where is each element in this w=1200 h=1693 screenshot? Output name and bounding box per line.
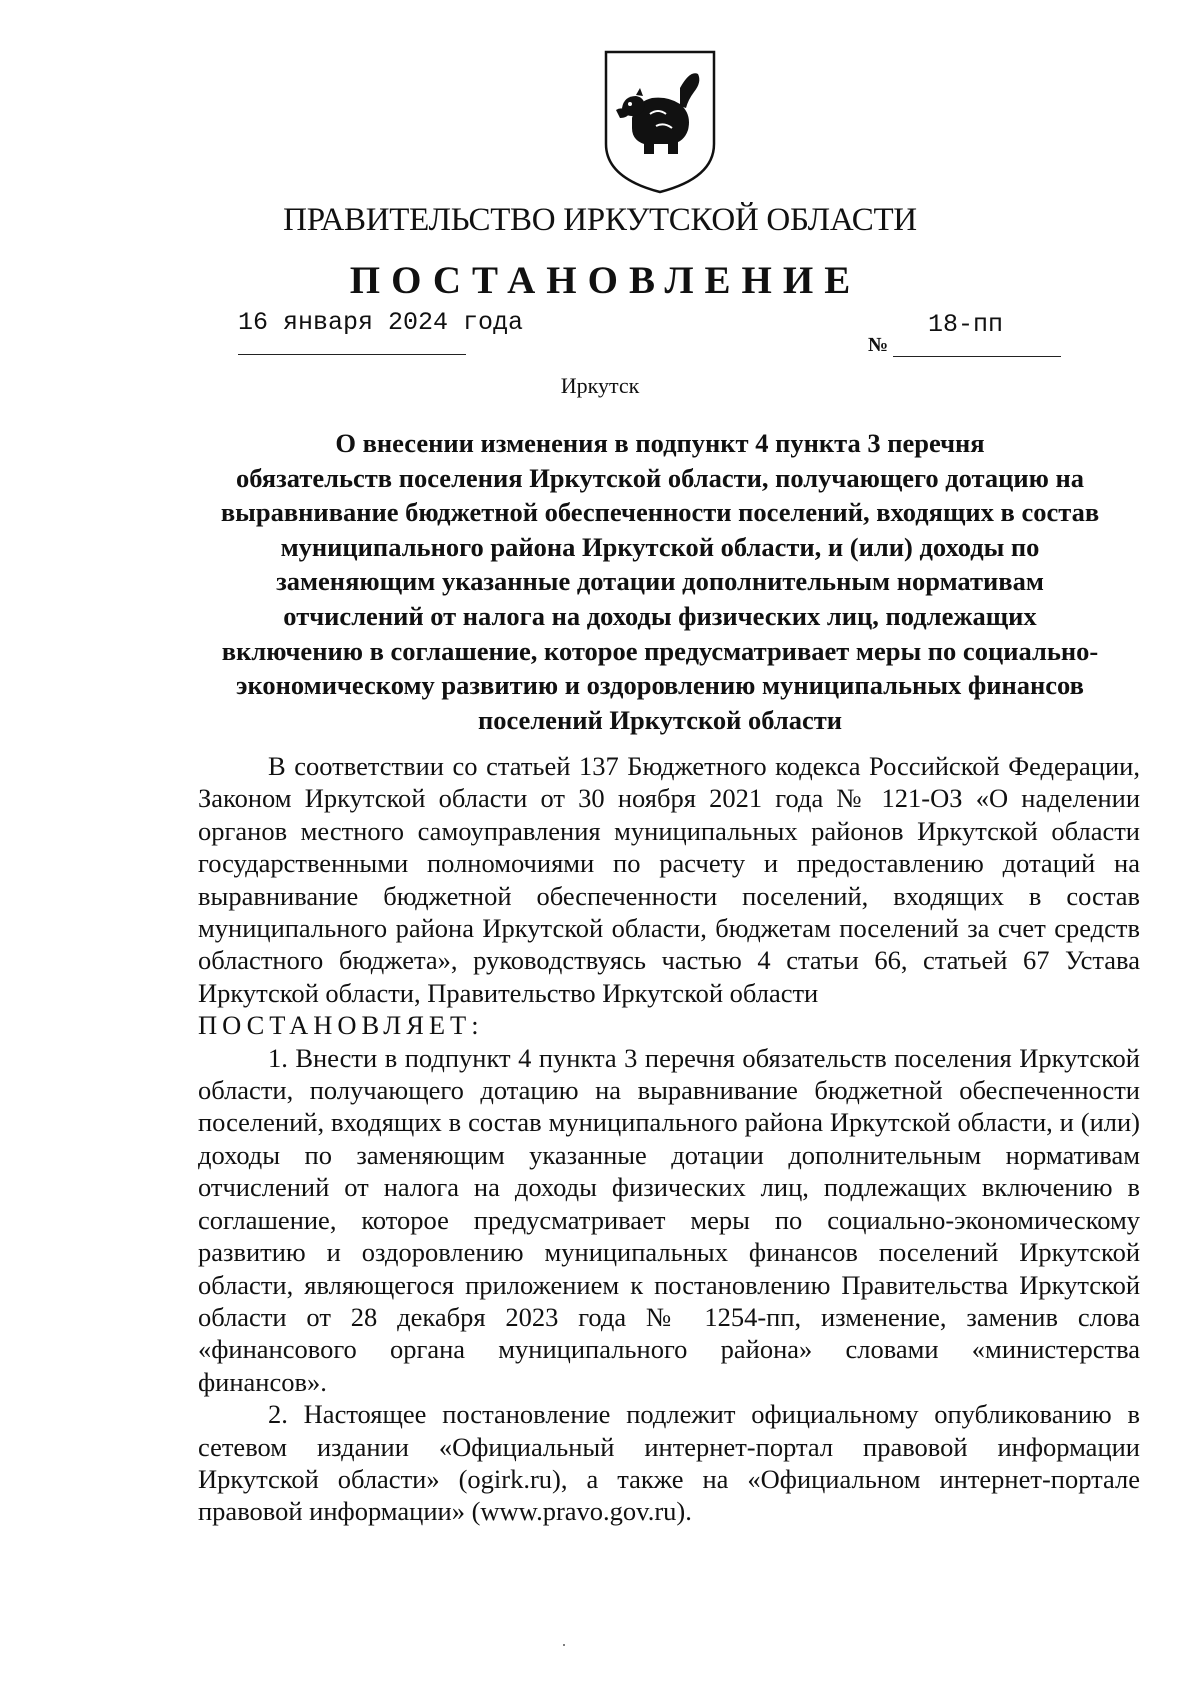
subject-line: заменяющим указанные дотации дополнительным нормативам — [276, 566, 1044, 597]
document-date: 16 января 2024 года — [238, 308, 524, 337]
document-subject — [185, 426, 1135, 737]
resolves-heading: ПОСТАНОВЛЯЕТ: — [198, 1010, 484, 1041]
scan-speck — [563, 1644, 565, 1646]
item-1-paragraph: 1. Внести в подпункт 4 пункта 3 перечня обязательств поселения Иркутской области, получающего дотацию на выравнивание бюджетной обеспеченности поселений, входящих в состав муниципального района Иркутской области, и (или) доходы по заменяющим указанные дотации дополнительным нормативам отчислений от налога на доходы физических лиц, подлежащих включению в соглашение, которое предусматривает меры по социально-экономическому развитию и оздоровлению муниципальных финансов поселений Иркутской области, являющегося приложением к постановлению Правительства Иркутской области от 28 декабря 2023 года № 1254-пп, изменение, заменив слова «финансового органа муниципального района» словами «министерства финансов». — [198, 1042, 1140, 1397]
government-title: ПРАВИТЕЛЬСТВО ИРКУТСКОЙ ОБЛАСТИ — [283, 202, 917, 238]
number-sign: № — [868, 334, 889, 356]
number-underline — [893, 356, 1061, 357]
city-name: Иркутск — [560, 373, 640, 398]
irkutsk-coat-of-arms-icon — [602, 48, 718, 196]
document-type-heading: ПОСТАНОВЛЕНИЕ — [349, 259, 862, 302]
subject-line: муниципального района Иркутской области, и (или) доходы по — [280, 531, 1040, 562]
subject-line: обязательств поселения Иркутской области, получающего дотацию на — [235, 462, 1085, 493]
subject-line: выравнивание бюджетной обеспеченности поселений, входящих в состав — [220, 497, 1100, 528]
subject-line: включению в соглашение, которое предусматривает меры по социально- — [221, 635, 1099, 666]
preamble-paragraph: В соответствии со статьей 137 Бюджетного кодекса Российской Федерации, Законом Иркутской области от 30 ноября 2021 года № 121-ОЗ «О наделении органов местного самоуправления муниципальных районов Иркутской области государственными полномочиями по расчету и предоставлению дотаций на выравнивание бюджетной обеспеченности поселений, входящих в состав муниципального района Иркутской области, бюджетам поселений за счет средств областного бюджета», руководствуясь частью 4 статьи 66, статьей 67 Устава Иркутской области, Правительство Иркутской области — [198, 751, 1140, 1008]
subject-line: отчислений от налога на доходы физических лиц, подлежащих — [283, 600, 1037, 631]
subject-line: О внесении изменения в подпункт 4 пункта 3 перечня — [335, 428, 985, 458]
subject-line: поселений Иркутской области — [477, 704, 843, 735]
date-underline — [238, 354, 466, 355]
document-number: 18-пп — [928, 310, 1004, 339]
item-2-paragraph: 2. Настоящее постановление подлежит официальному опубликованию в сетевом издании «Официальный интернет-портал правовой информации Иркутской области» (ogirk.ru), а также на «Официальном интернет-портале правовой информации» (www.pravo.gov.ru). — [198, 1399, 1140, 1527]
subject-line: экономическому развитию и оздоровлению муниципальных финансов — [236, 670, 1084, 701]
document-body — [198, 750, 1140, 1528]
